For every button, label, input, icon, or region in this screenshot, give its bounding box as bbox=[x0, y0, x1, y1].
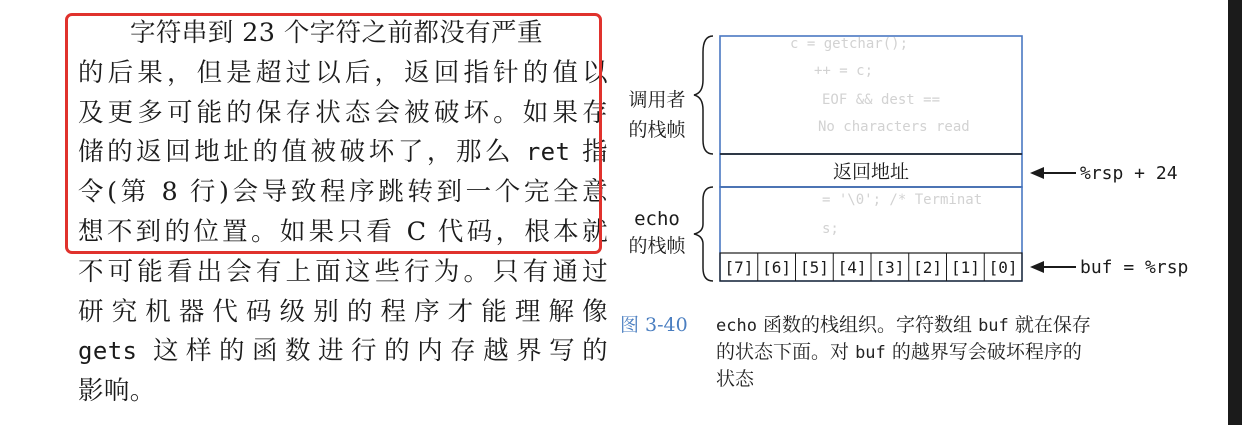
figure-caption bbox=[620, 312, 1210, 392]
caption-code: buf bbox=[855, 343, 886, 363]
paragraph-line: 字符串到 23 个字符之前都没有严重 bbox=[130, 18, 543, 48]
caption-line-1: 图 3-40 echo 函数的栈组织。字符数组 buf 就在保存 bbox=[620, 314, 1091, 336]
rsp-24-label: %rsp + 24 bbox=[1080, 163, 1178, 184]
buf-cell: [7] bbox=[724, 258, 754, 277]
buf-array bbox=[720, 253, 1022, 281]
highlight-annotation-box bbox=[65, 13, 602, 254]
bleed-line: ++ = c; bbox=[814, 63, 874, 79]
buf-cell: [2] bbox=[913, 258, 943, 277]
caption-line-3: 状态 bbox=[716, 368, 755, 390]
caller-frame-brace bbox=[694, 36, 713, 154]
echo-frame-brace bbox=[694, 187, 713, 281]
paragraph-line: 令(第 8 行)会导致程序跳转到一个完全意 bbox=[78, 177, 608, 208]
rsp-24-arrow bbox=[1030, 167, 1076, 179]
caption-code: buf bbox=[978, 316, 1009, 336]
caller-frame-label-1: 调用者 bbox=[628, 89, 686, 111]
paragraph-line: 及更多可能的保存状态会被破坏。如果存 bbox=[78, 97, 608, 128]
paragraph-line: gets 这样的函数进行的内存越界写的 bbox=[78, 336, 608, 367]
buf-arrow bbox=[1030, 261, 1076, 273]
buf-cell: [3] bbox=[875, 258, 905, 277]
paragraph-line: 的后果，但是超过以后，返回指针的值以 bbox=[78, 57, 608, 88]
paragraph-line: 不可能看出会有上面这些行为。只有通过 bbox=[78, 256, 608, 287]
buf-rsp-label: buf = %rsp bbox=[1080, 257, 1189, 278]
paragraph-line: 影响。 bbox=[78, 376, 156, 407]
bleed-line: No characters read bbox=[818, 119, 970, 135]
paragraph-line: 想不到的位置。如果只看 C 代码，根本就 bbox=[78, 216, 608, 247]
return-address-label: 返回地址 bbox=[832, 161, 910, 183]
echo-frame-label-2: 的栈帧 bbox=[628, 235, 686, 257]
caller-frame-label-2: 的栈帧 bbox=[628, 119, 686, 141]
rsp-24-arrow-head bbox=[1030, 167, 1044, 179]
paragraph-line: 储的返回地址的值被破坏了，那么 ret 指 bbox=[78, 137, 608, 168]
inline-code: ret bbox=[525, 138, 571, 167]
bleed-line: EOF && dest == bbox=[822, 92, 941, 108]
bleed-through-text bbox=[790, 36, 982, 237]
buf-cell: [1] bbox=[950, 258, 980, 277]
echo-frame-label-1: echo bbox=[634, 208, 680, 230]
stack-frame-diagram bbox=[600, 0, 1228, 300]
buf-cell: [0] bbox=[988, 258, 1018, 277]
bleed-line: s; bbox=[822, 221, 839, 237]
buf-cell: [4] bbox=[837, 258, 867, 277]
bleed-line: = '\0'; /* Terminat bbox=[822, 192, 983, 208]
paragraph-line: 研究机器代码级别的程序才能理解像 bbox=[78, 296, 608, 327]
inline-code: gets bbox=[78, 337, 138, 366]
caption-code: echo bbox=[716, 316, 757, 336]
buf-arrow-head bbox=[1030, 261, 1044, 273]
buf-cell: [5] bbox=[799, 258, 829, 277]
page-edge bbox=[1228, 0, 1242, 425]
figure-number: 图 3-40 bbox=[620, 314, 688, 336]
bleed-line: c = getchar(); bbox=[790, 36, 909, 52]
buf-cell: [6] bbox=[762, 258, 792, 277]
caption-line-2: 的状态下面。对 buf 的越界写会破坏程序的 bbox=[716, 341, 1082, 363]
